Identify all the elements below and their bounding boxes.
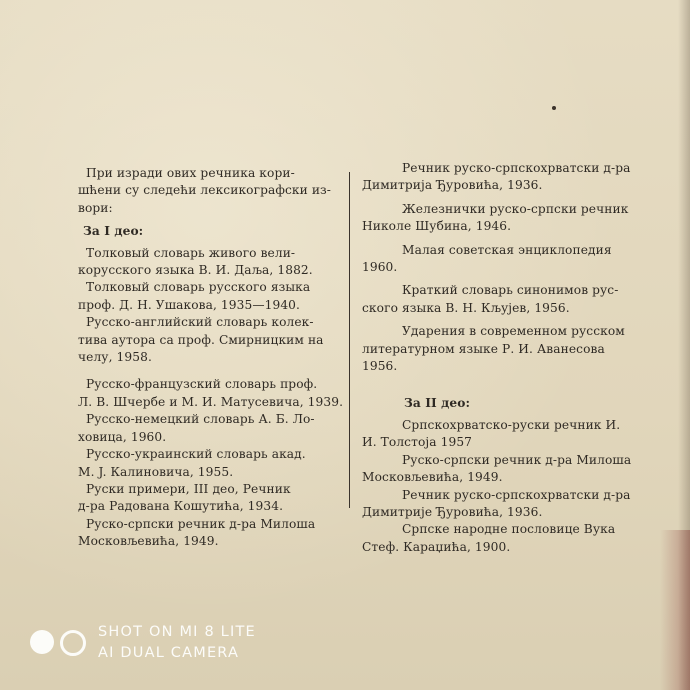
source-entry bbox=[362, 521, 662, 556]
entry-line: Димитрије Ђуровића, 1936. bbox=[362, 504, 543, 519]
source-entry bbox=[78, 411, 340, 446]
source-entry bbox=[362, 201, 662, 236]
source-entry bbox=[78, 516, 340, 551]
entry-line: 1960. bbox=[362, 260, 398, 275]
source-entry bbox=[362, 487, 662, 522]
intro-line: шћени су следећи лексикографски из- bbox=[78, 183, 332, 198]
entry-line: Руско-српски речник д-ра Милоша bbox=[86, 516, 316, 531]
source-entry bbox=[362, 323, 662, 375]
watermark-line-1: SHOT ON MI 8 LITE bbox=[98, 624, 256, 640]
entry-line: 1956. bbox=[362, 359, 398, 374]
intro-line: При изради ових речника кори- bbox=[86, 166, 295, 180]
entry-line: Русско-английский словарь колек- bbox=[86, 315, 314, 330]
entry-line: челу, 1958. bbox=[78, 350, 152, 365]
entry-line: Руско-српски речник д-ра Милоша bbox=[402, 452, 632, 467]
entry-line: тива аутора са проф. Смирницким на bbox=[78, 332, 324, 347]
watermark-text bbox=[98, 622, 256, 664]
entry-line: Толковый словарь русского языка bbox=[86, 280, 311, 295]
entry-line: Речник руско-српскохрватски д-ра bbox=[402, 487, 631, 502]
source-entry bbox=[362, 452, 662, 487]
source-entry bbox=[362, 160, 662, 195]
entry-line: ховица, 1960. bbox=[78, 429, 167, 444]
entry-line: Русско-французский словарь проф. bbox=[86, 377, 318, 392]
cover-edge bbox=[660, 530, 690, 690]
entry-line: Димитрија Ђуровића, 1936. bbox=[362, 178, 543, 193]
intro-line: вори: bbox=[78, 200, 113, 215]
entry-line: Русско-немецкий словарь А. Б. Ло- bbox=[86, 412, 315, 427]
source-entry bbox=[78, 376, 344, 411]
entry-line: корусского языка В. И. Даља, 1882. bbox=[78, 263, 313, 278]
left-column bbox=[78, 165, 344, 551]
entry-line: Железнички руско-српски речник bbox=[402, 201, 629, 216]
section-heading-part-1: За I део: bbox=[83, 224, 144, 239]
entry-line: Краткий словарь синонимов рус- bbox=[402, 283, 619, 298]
source-entry bbox=[78, 245, 340, 280]
entry-line: Речник руско-српскохрватски д-ра bbox=[402, 161, 631, 175]
entry-line: Московљевића, 1949. bbox=[362, 470, 503, 485]
source-entry bbox=[362, 417, 662, 452]
filled-circle-icon bbox=[30, 630, 54, 654]
entry-line: И. Толстоја 1957 bbox=[362, 435, 473, 450]
camera-logo-icon bbox=[30, 630, 86, 656]
entry-line: ского языка В. Н. Кљујев, 1956. bbox=[362, 300, 570, 315]
entry-line: д-ра Радована Кошутића, 1934. bbox=[78, 499, 284, 514]
source-entry bbox=[362, 242, 662, 277]
entry-line: Ударения в современном русском bbox=[402, 324, 625, 339]
entry-line: Српскохрватско-руски речник И. bbox=[402, 417, 621, 432]
right-column bbox=[362, 160, 662, 556]
entry-line: Толковый словарь живого вели- bbox=[86, 245, 296, 260]
section-heading-part-2: За II део: bbox=[404, 396, 471, 411]
entry-line: Л. В. Шчербе и М. И. Матусевича, 1939. bbox=[78, 394, 344, 409]
source-entry bbox=[78, 481, 340, 516]
entry-line: Малая советская энциклопедия bbox=[402, 242, 612, 257]
ring-circle-icon bbox=[60, 630, 86, 656]
source-entry bbox=[78, 314, 340, 366]
source-entry bbox=[362, 282, 662, 317]
entry-line: Московљевића, 1949. bbox=[78, 534, 219, 549]
entry-line: Стеф. Караџића, 1900. bbox=[362, 539, 511, 554]
source-entry bbox=[78, 446, 340, 481]
entry-line: Николе Шубина, 1946. bbox=[362, 219, 512, 234]
entry-line: проф. Д. Н. Ушакова, 1935—1940. bbox=[78, 297, 301, 312]
camera-watermark bbox=[30, 621, 256, 665]
entry-line: Русско-украинский словарь акад. bbox=[86, 447, 306, 462]
source-entry bbox=[78, 279, 340, 314]
entry-line: Српске народне пословице Вука bbox=[402, 522, 616, 537]
entry-line: литературном языке Р. И. Аванесова bbox=[362, 341, 605, 356]
paper-speck bbox=[552, 106, 556, 110]
entry-line: Руски примери, III део, Речник bbox=[86, 481, 291, 496]
column-divider bbox=[349, 172, 350, 508]
entry-line: М. J. Калиновича, 1955. bbox=[78, 464, 234, 479]
watermark-line-2: AI DUAL CAMERA bbox=[98, 645, 240, 661]
